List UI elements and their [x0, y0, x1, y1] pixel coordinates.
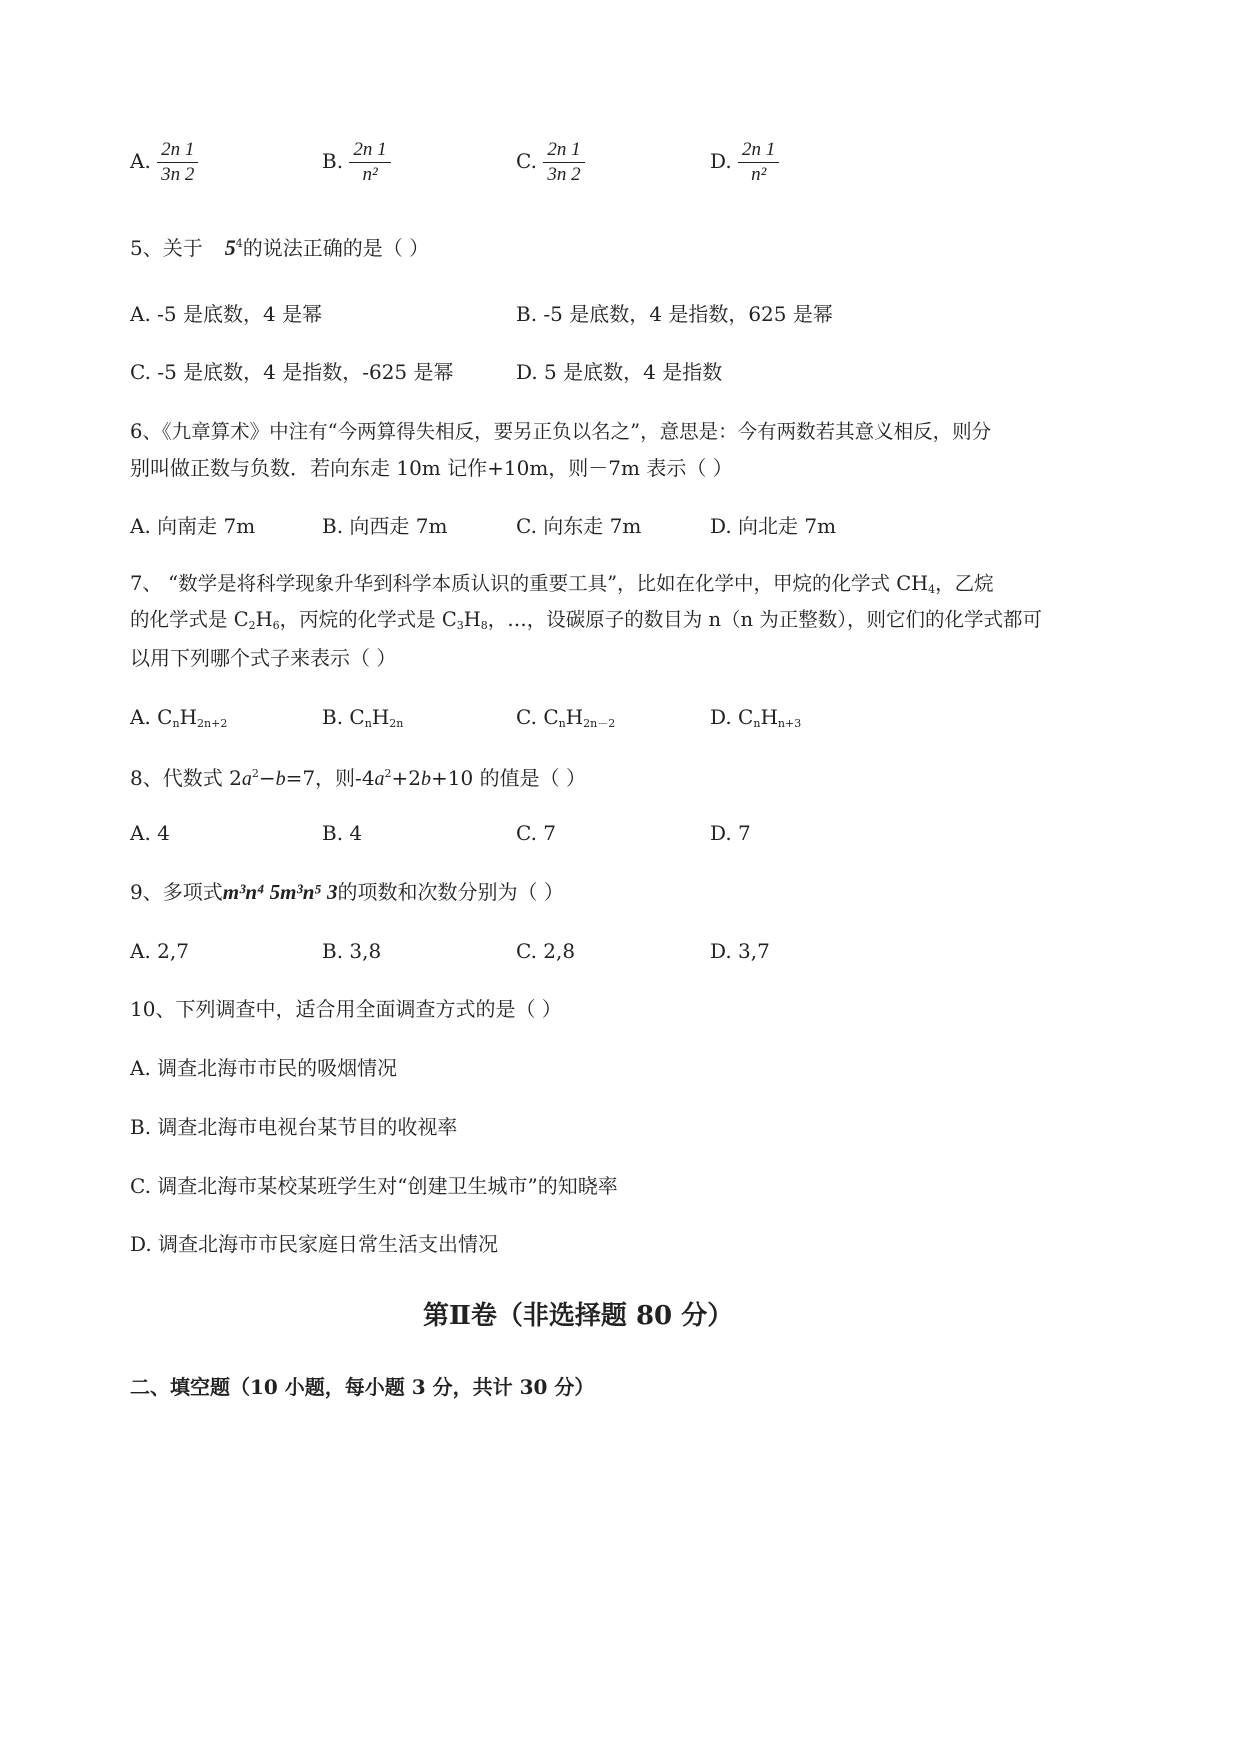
formula-h: H — [179, 705, 198, 729]
q6-option-d: D. 向北走 7m — [710, 514, 837, 538]
subscript: n — [558, 717, 566, 730]
formula-c: C — [738, 705, 754, 729]
q7-line1-text: 7、 “数学是将科学现象升华到科学本质认识的重要工具”，比如在化学中，甲烷的化学式 CH — [130, 572, 929, 595]
q8-option-c: C. 7 — [516, 821, 557, 845]
fraction-numerator: 2n 1 — [738, 138, 779, 163]
formula-h: H — [760, 705, 778, 729]
variable: b — [275, 768, 286, 790]
formula-h: H — [371, 705, 390, 729]
formula-c: C — [157, 705, 173, 729]
variable: a — [241, 768, 252, 790]
q7-line1-tail: ，乙烷 — [935, 572, 994, 595]
q6-option-c: C. 向东走 7m — [516, 514, 642, 538]
option-label: B. — [322, 705, 344, 729]
q7-option-b — [322, 703, 403, 738]
subscript: 4 — [928, 583, 936, 596]
q8-text: =7，则-4 — [285, 766, 375, 790]
subscript: n — [172, 717, 180, 730]
q5-option-b: B. -5 是底数，4 是指数，625 是幂 — [516, 302, 833, 326]
q6-stem-line2: 别叫做正数与负数．若向东走 10m 记作+10m，则－7m 表示（ ） — [130, 456, 733, 480]
q9-option-c: C. 2,8 — [516, 939, 576, 963]
q9-option-a: A. 2,7 — [130, 939, 189, 963]
subscript: n — [753, 717, 761, 730]
fraction — [349, 138, 390, 187]
q7-stem-line1 — [130, 570, 994, 604]
formula-c: C — [543, 705, 559, 729]
q9-option-d: D. 3,7 — [710, 939, 770, 963]
q8-stem — [130, 760, 586, 793]
q5-stem-suffix: 的说法正确的是（ ） — [242, 236, 430, 260]
q4-option-c — [516, 138, 585, 187]
fraction-denominator: 3n 2 — [547, 164, 581, 185]
subscript: 2n－2 — [583, 717, 616, 730]
fraction — [543, 138, 584, 187]
q4-option-b — [322, 138, 391, 187]
q7-option-a — [130, 703, 227, 738]
q9-text: 的项数和次数分别为（ ） — [337, 880, 564, 904]
fraction-denominator: n² — [362, 164, 378, 185]
q5-expr-exponent: 4 — [235, 237, 243, 250]
subscript: 2n+2 — [197, 717, 228, 730]
q7-line2-text: ，…，设碳原子的数目为 n（n 为正整数），则它们的化学式都可 — [487, 608, 1043, 631]
option-label: D. — [710, 149, 732, 173]
part2-title: 第Ⅱ卷（非选择题 80 分） — [423, 1301, 734, 1331]
q6-stem-line1: 6、《九章算术》中注有“今两算得失相反，要另正负以名之”，意思是：今有两数若其意义相反，则分 — [130, 420, 992, 443]
fraction-numerator: 2n 1 — [349, 138, 390, 163]
q5-option-c: C. -5 是底数，4 是指数，-625 是幂 — [130, 360, 454, 384]
q8-text: +10 的值是（ ） — [431, 766, 586, 790]
variable: b — [421, 768, 432, 790]
q7-line2-text: ，丙烷的化学式是 C — [279, 608, 457, 631]
q10-option-c: C. 调查北海市某校某班学生对“创建卫生城市”的知晓率 — [130, 1174, 618, 1198]
q7-line2-text: H — [463, 608, 481, 631]
q9-stem — [130, 878, 564, 906]
q5-expr-base: 5 — [224, 235, 236, 260]
fraction-numerator: 2n 1 — [543, 138, 584, 163]
option-label: B. — [322, 149, 344, 173]
option-label: D. — [710, 705, 732, 729]
option-label: A. — [130, 705, 151, 729]
fraction-numerator: 2n 1 — [157, 138, 198, 163]
q8-option-d: D. 7 — [710, 821, 751, 845]
subscript: n+3 — [777, 717, 802, 730]
q9-text: 9、多项式 — [130, 880, 223, 904]
superscript: 2 — [384, 767, 392, 780]
q6-option-b: B. 向西走 7m — [322, 514, 448, 538]
q7-stem-line2 — [130, 606, 1042, 640]
q6-option-a: A. 向南走 7m — [130, 514, 256, 538]
q5-option-a: A. -5 是底数，4 是幂 — [130, 302, 323, 326]
q7-option-d — [710, 703, 801, 738]
polynomial-expression: m³n⁴ 5m³n⁵ 3 — [222, 880, 338, 904]
q8-option-a: A. 4 — [130, 821, 170, 845]
fraction — [738, 138, 779, 187]
q7-line2-text: 的化学式是 C — [130, 608, 249, 631]
q8-option-b: B. 4 — [322, 821, 363, 845]
q8-text: − — [258, 766, 276, 790]
q7-option-c — [516, 703, 615, 738]
q10-option-d: D. 调查北海市市民家庭日常生活支出情况 — [130, 1232, 499, 1256]
subscript: 2 — [248, 619, 256, 632]
subscript: 6 — [272, 619, 280, 632]
fraction-denominator: n² — [751, 164, 767, 185]
option-label: C. — [516, 149, 537, 173]
q7-line2-text: H — [255, 608, 273, 631]
q8-text: +2 — [391, 766, 422, 790]
fraction-denominator: 3n 2 — [161, 164, 195, 185]
q5-stem-prefix: 5、关于 — [130, 236, 203, 260]
formula-h: H — [565, 705, 584, 729]
variable: a — [374, 768, 385, 790]
fraction — [157, 138, 198, 187]
q8-text: 8、代数式 2 — [130, 766, 242, 790]
subscript: 2n — [389, 717, 404, 730]
q5-stem — [130, 230, 429, 262]
subscript: 8 — [480, 619, 488, 632]
q4-option-a — [130, 138, 198, 187]
q9-option-b: B. 3,8 — [322, 939, 382, 963]
q10-option-b: B. 调查北海市电视台某节目的收视率 — [130, 1115, 458, 1139]
option-label: C. — [516, 705, 537, 729]
superscript: 2 — [251, 767, 259, 780]
subscript: 3 — [456, 619, 464, 632]
q5-option-d: D. 5 是底数，4 是指数 — [516, 360, 723, 384]
section-heading-fill-in: 二、填空题（10 小题，每小题 3 分，共计 30 分） — [130, 1375, 595, 1399]
q10-option-a: A. 调查北海市市民的吸烟情况 — [130, 1056, 398, 1080]
subscript: n — [364, 717, 372, 730]
q4-option-d — [710, 138, 779, 187]
option-label: A. — [130, 149, 151, 173]
q7-stem-line3: 以用下列哪个式子来表示（ ） — [130, 646, 397, 670]
formula-c: C — [349, 705, 365, 729]
q10-stem: 10、下列调查中，适合用全面调查方式的是（ ） — [130, 997, 562, 1021]
